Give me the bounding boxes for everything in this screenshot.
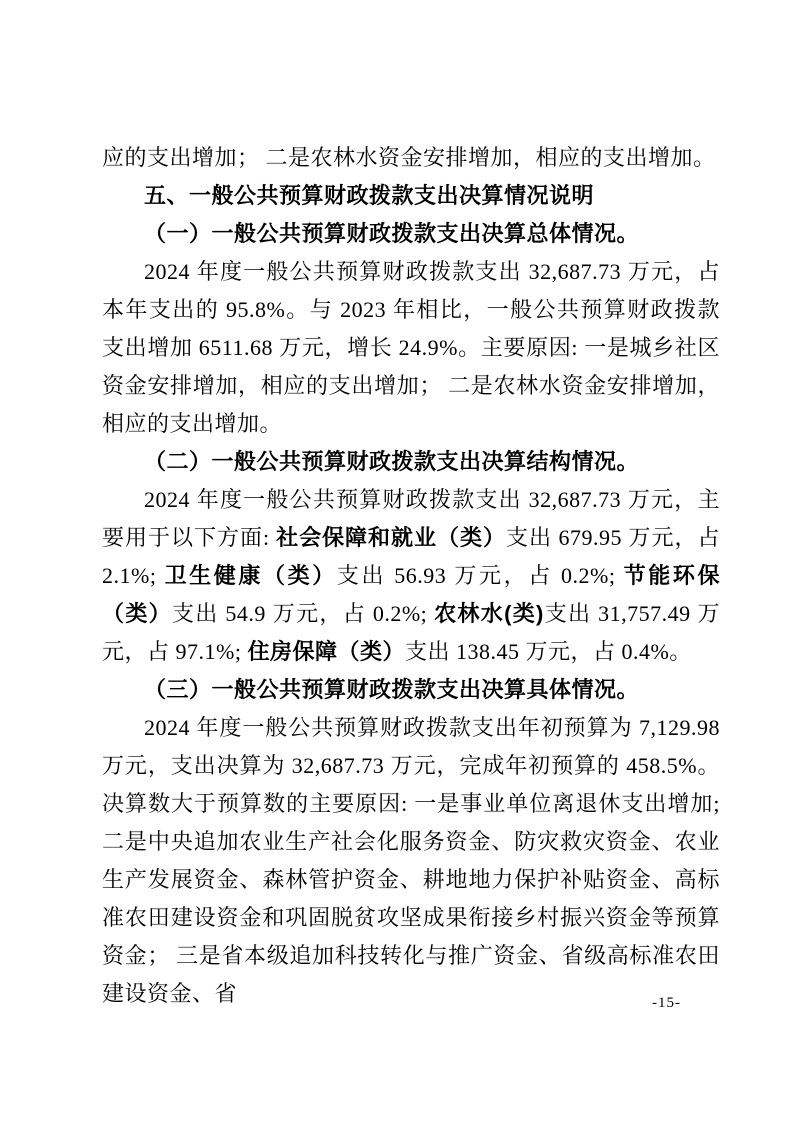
text-run: 支出 679.95 万元，占 2.1%; — [102, 525, 720, 588]
text-run: 支出 31,757.49 万元，占 97.1%; — [102, 601, 720, 664]
paragraph-structure-situation — [102, 481, 720, 671]
paragraph-carryover — [102, 139, 720, 177]
bold-text-run: 节能环保（类） — [102, 563, 720, 626]
bold-text-run: 卫生健康（类） — [164, 563, 337, 588]
text-run: 2024 年度一般公共预算财政拨款支出 32,687.73 万元，占本年支出的 95.8%。与 2023 年相比，一般公共预算财政拨款支出增加 6511.68 万元，增长 24.9%。主要原因: 一是城乡社区资金安排增加，相应的支出增加； 二是农林水资金安排增加，相应的支出增加。 — [102, 259, 720, 436]
heading-section-five — [102, 177, 720, 215]
document-body — [102, 139, 720, 1013]
bold-text-run: 住房保障（类） — [247, 639, 405, 664]
bold-text-run: 社会保障和就业（类） — [276, 525, 507, 550]
bold-text-run: （三）一般公共预算财政拨款支出决算具体情况。 — [144, 677, 640, 702]
bold-text-run: （一）一般公共预算财政拨款支出决算总体情况。 — [144, 221, 640, 246]
bold-text-run: （二）一般公共预算财政拨款支出决算结构情况。 — [144, 449, 640, 474]
text-run: 应的支出增加； 二是农林水资金安排增加，相应的支出增加。 — [102, 145, 716, 170]
text-run: 2024 年度一般公共预算财政拨款支出 32,687.73 万元，主要用于以下方面: — [102, 487, 720, 550]
text-run: 支出 56.93 万元，占 0.2%; — [336, 563, 624, 588]
paragraph-overall-situation — [102, 253, 720, 443]
bold-text-run: 农林水(类) — [434, 601, 544, 626]
heading-subsection-three — [102, 671, 720, 709]
text-run: 2024 年度一般公共预算财政拨款支出年初预算为 7,129.98 万元，支出决算为 32,687.73 万元，完成年初预算的 458.5%。决算数大于预算数的主要原因: 一是事业单位离退休支出增加;二是中央追加农业生产社会化服务资金、防灾救灾资金、农业生产发展资金、森林管护资金、耕地地力保护补贴资金、高标准农田建设资金和巩固脱贫攻坚成果衔接乡村振兴资金等预算资金； 三是省本级追加科技转化与推广资金、省级高标准农田建设资金、省 — [102, 715, 720, 1006]
page-number: -15- — [652, 995, 681, 1011]
heading-subsection-two — [102, 443, 720, 481]
heading-subsection-one — [102, 215, 720, 253]
text-run: 支出 54.9 万元，占 0.2%; — [171, 601, 435, 626]
bold-text-run: 五、一般公共预算财政拨款支出决算情况说明 — [144, 183, 595, 208]
text-run: 支出 138.45 万元，占 0.4%。 — [404, 639, 692, 664]
paragraph-specific-situation — [102, 709, 720, 1013]
